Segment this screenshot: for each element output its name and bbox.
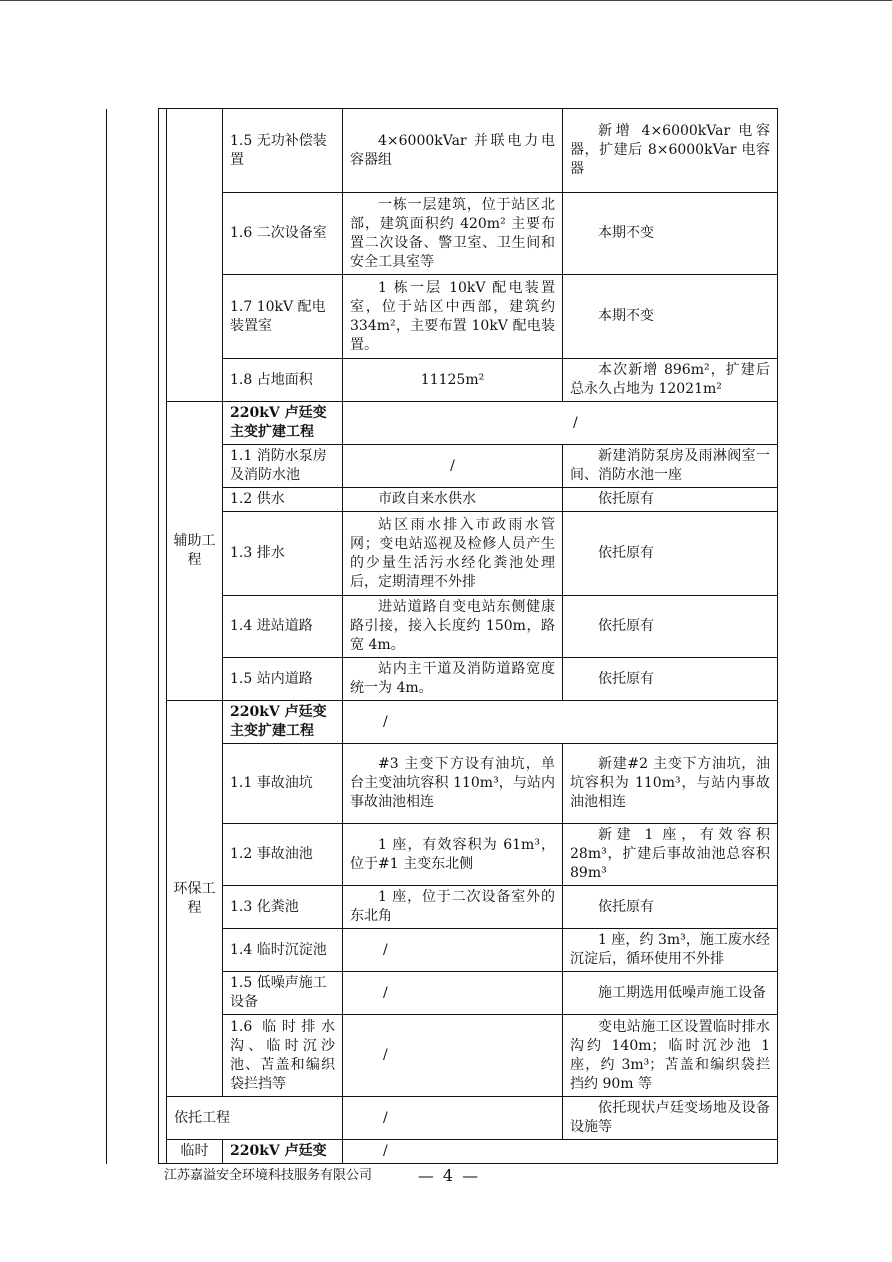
blank-column [107,109,159,1164]
item-current: / [343,445,563,488]
item-current: 站区雨水排入市政雨水管网；变电站巡视及检修人员产生的少量生活污水经化粪池处理后，定期清理不外排 [343,512,563,596]
item-current: 站内主干道及消防道路宽度统一为 4m。 [343,658,563,701]
item-current: 1 栋一层 10kV 配电装置室，位于站区中西部，建筑约 334m²，主要布置 10kV 配电装置。 [343,275,563,359]
temp-project-value: / [343,1140,778,1164]
item-change: 变电站施工区设置临时排水沟约 140m；临时沉沙池 1 座，约 3m³；苫盖和编织袋拦挡约 90m 等 [563,1015,778,1097]
item-name: 1.1 消防水泵房及消防水池 [223,445,343,488]
item-current: 4×6000kVar 并联电力电容器组 [343,109,563,193]
table-row [107,402,778,445]
item-change: 依托原有 [563,488,778,512]
item-current-text: 一栋一层建筑，位于站区北部，建筑面积约 420m² 主要布置二次设备、警卫室、卫生间和安全工具室等 [350,196,555,270]
item-name: 1.6 二次设备室 [223,193,343,275]
relied-change: 依托现状卢廷变场地及设备设施等 [563,1097,778,1140]
item-name: 1.5 站内道路 [223,658,343,701]
item-current [343,193,563,275]
item-name: 1.4 进站道路 [223,596,343,658]
item-change: 依托原有 [563,596,778,658]
item-change: 新建#2 主变下方油坑，油坑容积为 110m³，与站内事故油池相连 [563,744,778,824]
aux-category: 辅助工程 [167,402,223,701]
item-name: 1.7 10kV 配电装置室 [223,275,343,359]
item-name: 1.5 低噪声施工设备 [223,972,343,1015]
item-name: 1.5 无功补偿装置 [223,109,343,193]
item-name: 1.8 占地面积 [223,359,343,402]
env-project-value: / [343,701,778,744]
item-current: 市政自来水供水 [343,488,563,512]
item-change: 本次新增 896m²，扩建后总永久占地为 12021m² [563,359,778,402]
item-current: 1 座，位于二次设备室外的东北角 [343,886,563,929]
item-name: 1.4 临时沉淀池 [223,929,343,972]
item-current: / [343,972,563,1015]
item-change: 本期不变 [563,275,778,359]
item-change: 新增 4×6000kVar 电容器，扩建后 8×6000kVar 电容器 [563,109,778,193]
temp-category: 临时 [167,1140,223,1164]
item-name: 1.2 事故油池 [223,824,343,886]
item-current: 11125m² [343,359,563,402]
item-current: / [343,929,563,972]
item-name: 1.3 排水 [223,512,343,596]
aux-project-value: / [343,402,778,445]
item-change: 本期不变 [563,193,778,275]
item-change: 新建 1 座，有效容积 28m³，扩建后事故油池总容积 89m³ [563,824,778,886]
main-category-cell [167,109,223,402]
item-name: 1.6 临时排水沟、临时沉沙池、苫盖和编织袋拦挡等 [223,1015,343,1097]
table-row [107,701,778,744]
item-change: 新建消防泵房及雨淋阀室一间、消防水池一座 [563,445,778,488]
item-name: 1.3 化粪池 [223,886,343,929]
item-current: / [343,1015,563,1097]
table-row [107,1097,778,1140]
table-row [107,109,778,193]
item-change: 施工期选用低噪声施工设备 [563,972,778,1015]
table-row [107,1140,778,1164]
item-current: 1 座，有效容积为 61m³，位于#1 主变东北侧 [343,824,563,886]
item-change: 1 座，约 3m³，施工废水经沉淀后，循环使用不外排 [563,929,778,972]
item-current: #3 主变下方设有油坑，单台主变油坑容积 110m³，与站内事故油池相连 [343,744,563,824]
aux-project-title: 220kV 卢廷变主变扩建工程 [223,402,343,445]
temp-project-title: 220kV 卢廷变 [223,1140,343,1164]
item-name: 1.1 事故油坑 [223,744,343,824]
env-category: 环保工程 [167,701,223,1097]
env-project-title: 220kV 卢廷变主变扩建工程 [223,701,343,744]
project-table [106,108,778,1164]
item-change: 依托原有 [563,886,778,929]
item-current: 进站道路自变电站东侧健康路引接，接入长度约 150m，路宽 4m。 [343,596,563,658]
page-top-rule [0,0,892,1]
item-change: 依托原有 [563,512,778,596]
relied-current: / [343,1097,563,1140]
relied-project-name: 依托工程 [167,1097,343,1140]
item-name: 1.2 供水 [223,488,343,512]
footer-company: 江苏嘉溢安全环境科技服务有限公司 [164,1168,373,1183]
item-change: 依托原有 [563,658,778,701]
page-number: — 4 — [417,1166,481,1185]
narrow-column [159,109,167,1164]
